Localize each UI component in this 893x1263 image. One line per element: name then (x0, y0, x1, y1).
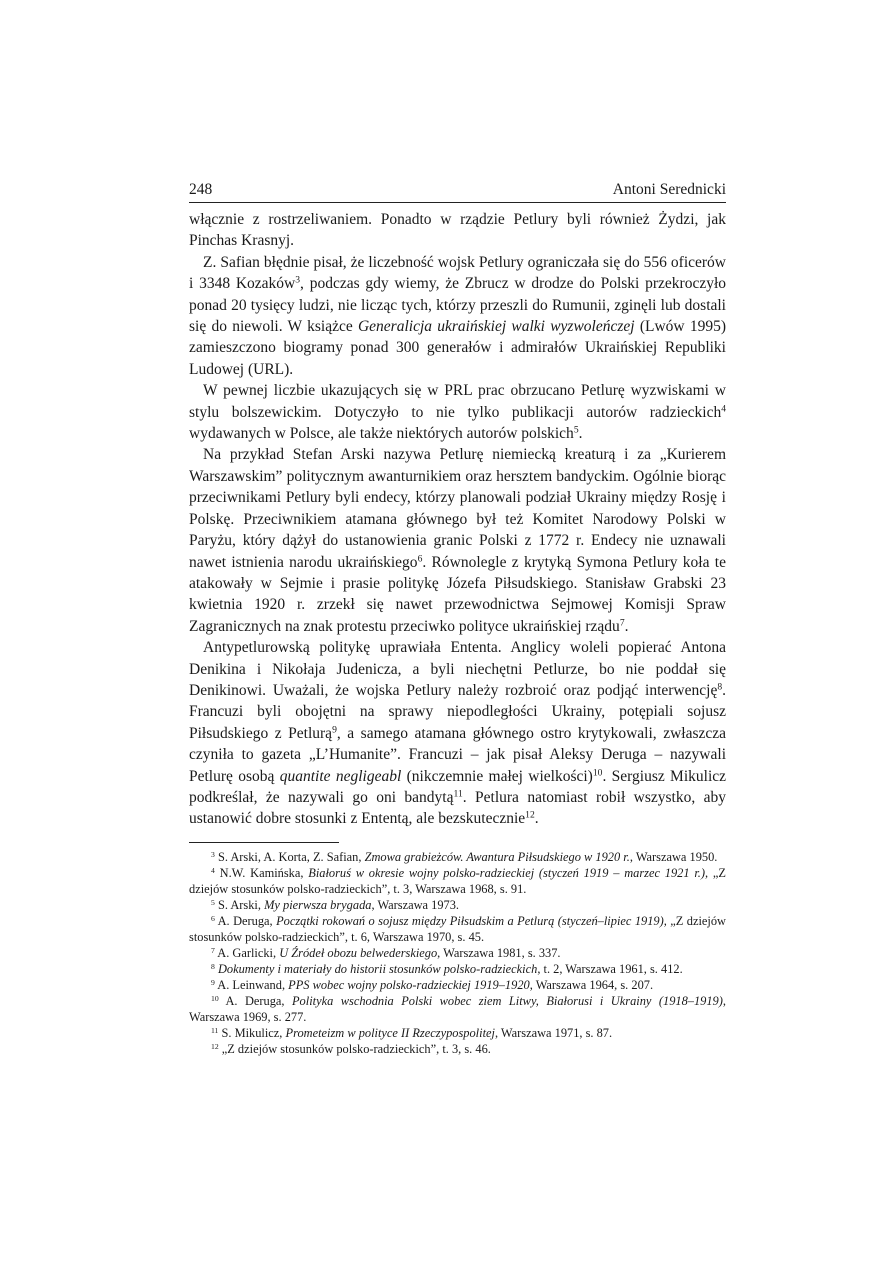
footnote-ref: 7 (619, 617, 625, 629)
footnote-ref: 8 (211, 961, 215, 971)
footnote-ref: 4 (211, 865, 215, 875)
text-run: A. Leinwand, (214, 977, 289, 992)
footnote-ref: 12 (211, 1041, 219, 1051)
footnote (189, 849, 726, 865)
footnote (189, 993, 726, 1025)
italic-title: Początki rokowań o sojusz między Piłsudskim a Petlurą (styczeń–lipiec 1919), (276, 913, 667, 928)
text-run: A. Garlicki, (214, 945, 280, 960)
text-run: , Warszawa 1969, s. 277. (189, 993, 726, 1024)
text-run: S. Arski, A. Korta, Z. Safian, (214, 849, 365, 864)
text-run: , Warszawa 1950. (629, 849, 718, 864)
text-run: włącznie z rostrzeliwaniem. Ponadto w rządzie Petlury byli również Żydzi, jak Pinchas Krasnyj. (189, 211, 726, 250)
text-run: , a samego atamana głównego ostro krytykowali, zwłaszcza czyniła to gazeta „L’Humanite”. Francuzi – jak pisał Aleksy Deruga – nazywali Petlurę osobą (189, 724, 726, 785)
italic-title: U Źródeł obozu belwederskiego (279, 945, 438, 960)
text-run: W pewnej liczbie ukazujących się w PRL prac obrzucano Petlurę wyzwiskami w stylu bolszewickim. Dotyczyło to nie tylko publikacji autorów radzieckich (189, 382, 726, 421)
text-run: , Warszawa 1971, s. 87. (494, 1025, 613, 1040)
italic-title: Dokumenty i materiały do historii stosunków polsko-radzieckich (217, 961, 538, 976)
running-header (189, 180, 726, 203)
footnote-ref: 10 (211, 993, 219, 1003)
footnote (189, 945, 726, 961)
footnote (189, 897, 726, 913)
text-run: Antypetlurowską politykę uprawiała Ententa. Anglicy woleli popierać Antona Denikina i Nikołaja Judenicza, a byli niechętni Petlurze, bo nie poddał się Denikinowi. Uważali, że wojska Petlury należy rozbroić oraz podjąć interwencję (189, 639, 726, 699)
text-run: S. Mikulicz, (218, 1025, 286, 1040)
text-run: „Z dziejów stosunków polsko-radzieckich”, t. 3, Warszawa 1968, s. 91. (189, 865, 726, 896)
italic-title: PPS wobec wojny polsko-radzieckiej 1919–1920 (288, 977, 530, 992)
text-run: S. Arski, (214, 897, 265, 912)
book-page (189, 180, 726, 1057)
italic-title: Prometeizm w polityce II Rzeczypospolitej (285, 1025, 495, 1040)
paragraph (189, 252, 726, 380)
footnote-ref: 6 (211, 913, 215, 923)
italic-title: Zmowa grabieżców. Awantura Piłsudskiego w 1920 r. (364, 849, 630, 864)
footnote-ref: 12 (525, 810, 535, 822)
text-run: , t. 2, Warszawa 1961, s. 412. (537, 961, 683, 976)
text-run: , Warszawa 1981, s. 337. (437, 945, 561, 960)
footnote-ref: 11 (453, 788, 463, 800)
footnote-ref: 10 (592, 767, 603, 779)
footnote-ref: 7 (211, 945, 215, 955)
text-run: . Sergiusz Mikulicz podkreślał, że nazywali go oni bandytą (189, 767, 727, 806)
footnote-ref: 5 (211, 897, 215, 907)
footnote (189, 1041, 726, 1057)
paragraph (189, 637, 726, 830)
text-run: „Z dziejów stosunków polsko-radzieckich”, t. 3, s. 46. (218, 1041, 491, 1056)
paragraph (189, 380, 726, 444)
text-run: , Warszawa 1973. (371, 897, 460, 912)
text-run: . Petlura natomiast robił wszystko, aby ustanowić dobre stosunki z Ententą, ale bezskutecznie (189, 788, 726, 828)
footnote (189, 913, 726, 945)
text-run: A. Deruga, (218, 993, 292, 1008)
paragraph (189, 209, 726, 252)
italic-title: quantite negligeabl (279, 767, 402, 785)
text-run: Z. Safian błędnie pisał, że liczebność wojsk Petlury ograniczała się do 556 oficerów i 3348 Kozaków (189, 253, 726, 293)
text-run: (Lwów 1995) zamieszczono biogramy ponad 300 generałów i admirałów Ukraińskiej Republiki Ludowej (URL). (189, 318, 726, 378)
text-run: wydawanych w Polsce, ale także niektórych autorów polskich (189, 425, 574, 443)
footnote (189, 961, 726, 977)
footnote-ref: 8 (717, 681, 723, 693)
footnote-separator (189, 842, 339, 843)
text-run: (nikczemnie małej wielkości) (401, 767, 593, 785)
italic-title: My pierwsza brygada (264, 897, 372, 912)
text-run: . (534, 810, 539, 828)
main-text (189, 209, 726, 830)
footnote (189, 977, 726, 993)
footnote-ref: 6 (417, 553, 423, 565)
footnote (189, 1025, 726, 1041)
text-run: Na przykład Stefan Arski nazywa Petlurę niemiecką kreaturą i za „Kurierem Warszawskim” politycznym awanturnikiem oraz hersztem bandyckim. Ogólnie biorąc przeciwnikami Petlury byli endecy, którzy planowali podział Ukrainy między Rosję i Polskę. Przeciwnikiem atamana głównego był też Komitet Narodowy Polski w Paryżu, który dążył do ustanowienia granic Polski z 1772 r. Endecy nie uznawali nawet istnienia narodu ukraińskiego (189, 446, 726, 571)
footnote-ref: 5 (573, 424, 579, 436)
page-number: 248 (189, 181, 213, 198)
text-run: , Warszawa 1964, s. 207. (529, 977, 654, 992)
italic-title: Białoruś w okresie wojny polsko-radzieckiej (styczeń 1919 – marzec 1921 r.), (308, 865, 709, 880)
text-run: N.W. Kamińska, (214, 865, 309, 880)
text-run: . Francuzi byli obojętni na sprawy niepodległości Ukrainy, potępiali sojusz Piłsudskiego z Petlurą (189, 681, 726, 742)
footnote-ref: 9 (211, 977, 215, 987)
text-run: A. Deruga, (214, 913, 277, 928)
text-run: . Równolegle z krytyką Symona Petlury koła te atakowały w Sejmie i prasie politykę Józefa Piłsudskiego. Stanisław Grabski 23 kwietnia 1920 r. zrzekł się nawet przewodnictwa Sejmowej Komisji Spraw Zagranicznych na znak protestu przeciwko polityce ukraińskiej rządu (189, 553, 726, 635)
footnote (189, 865, 726, 897)
text-run: , podczas gdy wiemy, że Zbrucz w drodze do Polski przekroczyło ponad 20 tysięcy ludzi, nie licząc tych, którzy przeszli do Rumunii, zginęli lub dostali się do niewoli. W książce (189, 275, 727, 336)
footnote-ref: 3 (211, 849, 215, 859)
text-run: . (578, 425, 583, 443)
footnotes (189, 849, 726, 1057)
footnote-ref: 3 (295, 274, 301, 286)
footnote-ref: 11 (211, 1025, 219, 1035)
italic-title: Polityka wschodnia Polski wobec ziem Litwy, Białorusi i Ukrainy (1918–1919) (291, 993, 723, 1008)
running-header-author: Antoni Serednicki (612, 181, 726, 198)
paragraph (189, 444, 726, 637)
text-run: „Z dziejów stosunków polsko-radzieckich”, t. 6, Warszawa 1970, s. 45. (189, 913, 726, 944)
text-run: . (624, 617, 629, 635)
footnote-ref: 4 (721, 403, 726, 415)
italic-title: Generalicja ukraińskiej walki wyzwoleńczej (357, 318, 635, 336)
footnote-ref: 9 (332, 724, 337, 736)
